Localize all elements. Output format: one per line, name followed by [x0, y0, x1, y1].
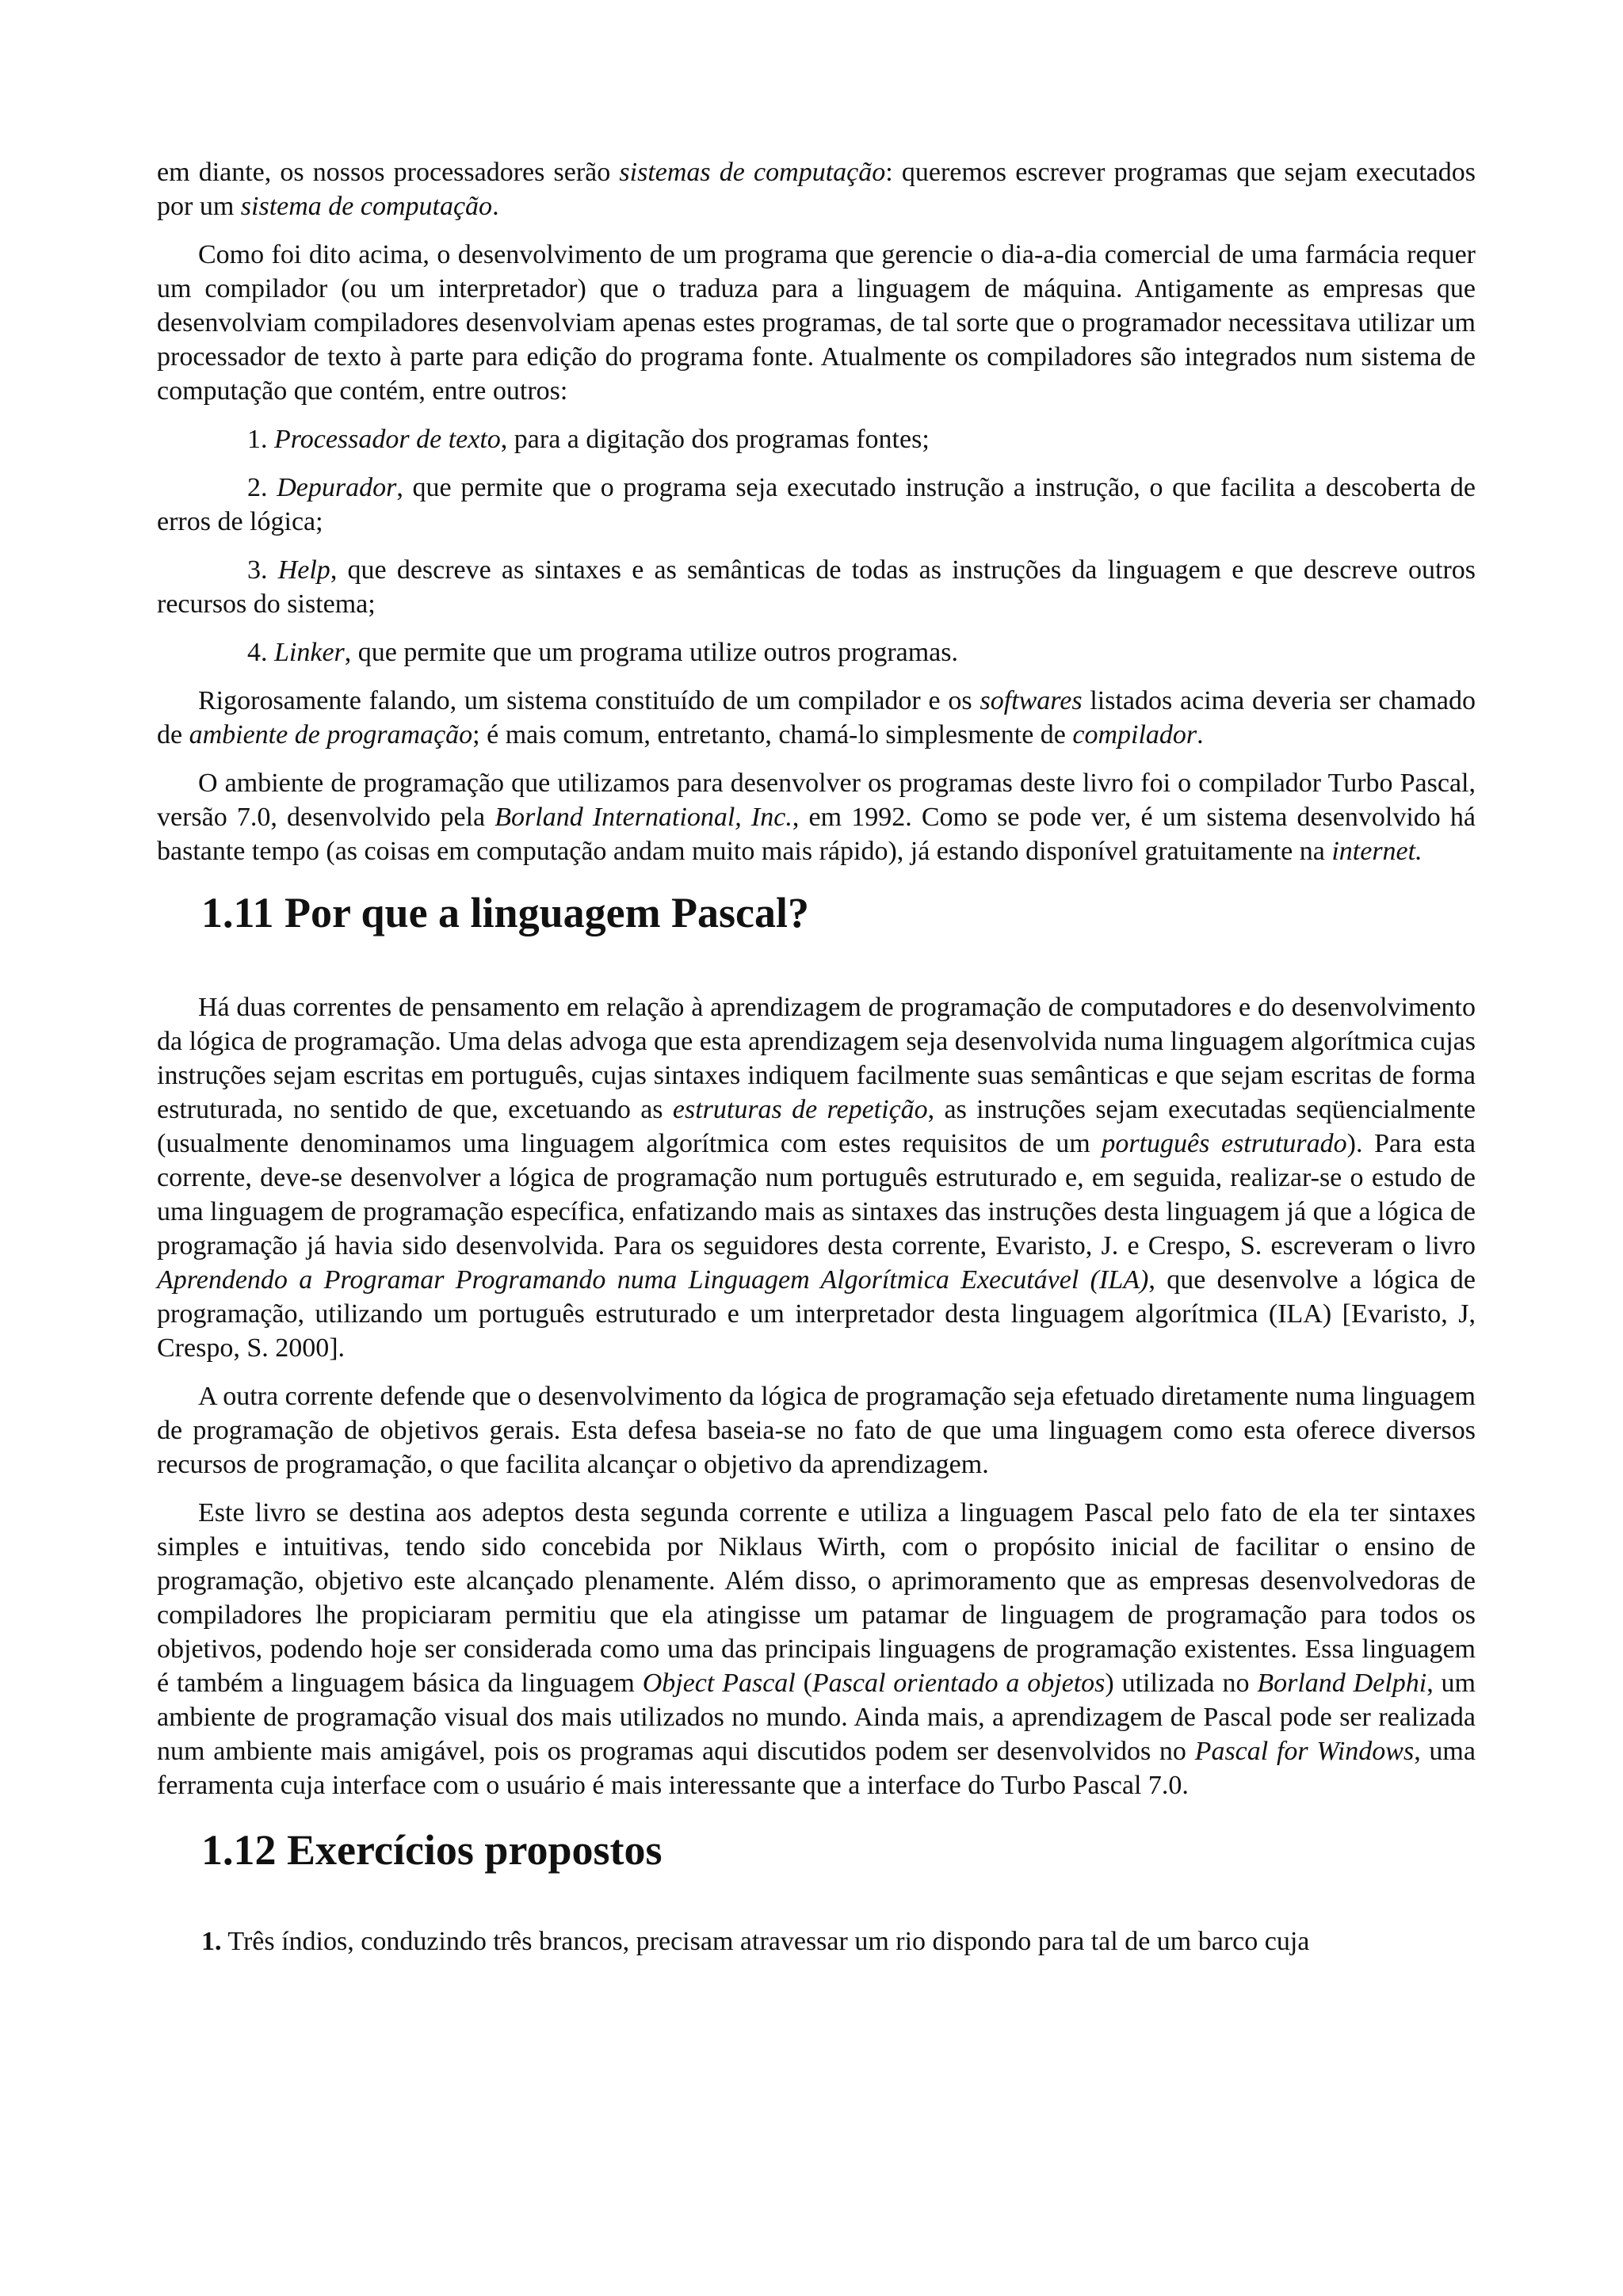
text-run: , para a digitação dos programas fontes; [500, 425, 930, 454]
text-run: ( [795, 1669, 812, 1698]
text-run: Object Pascal [642, 1669, 796, 1698]
text-run: , em 1992. Como se pode ver, é um sistema desenvolvido há bastante tempo (as coisas em computação andam muito mais rápido), já estando disponível gratuitamente na [157, 803, 1476, 866]
text-run: , uma ferramenta cuja interface com o usuário é mais interessante que a interface do Turbo Pascal 7.0. [157, 1737, 1476, 1800]
text-run: ). Para esta corrente, deve-se desenvolver a lógica de programação num português estruturado e, em seguida, realizar-se o estudo de uma linguagem de programação específica, enfatizando mais as sintaxes das instruções desta linguagem já que a lógica de programação já havia sido desenvolvida. Para os seguidores desta corrente, Evaristo, J. e Crespo, S. escreveram o livro [157, 1129, 1476, 1261]
text-run: 2. [247, 473, 277, 502]
list-item-text-processor [157, 422, 1476, 456]
text-run: Help [277, 555, 330, 585]
text-run: sistema de computação [240, 192, 493, 221]
text-run: . [1197, 720, 1204, 749]
text-run: 1. [201, 1927, 222, 1956]
list-item-help [157, 553, 1476, 621]
text-run: Três índios, conduzindo três brancos, precisam atravessar um rio dispondo para tal de um barco cuja [221, 1927, 1310, 1956]
text-run: Pascal orientado a objetos [812, 1669, 1106, 1698]
paragraph-intro [157, 155, 1476, 223]
text-run: : queremos escrever programas que sejam executados por um [157, 158, 1476, 221]
text-run: softwares [980, 686, 1083, 715]
paragraph-two-currents [157, 990, 1476, 1365]
text-run: A outra corrente defende que o desenvolvimento da lógica de programação seja efetuado diretamente numa linguagem de programação de objetivos gerais. Esta defesa baseia-se no fato de que uma linguagem como esta oferece diversos recursos de programação, o que facilita alcançar o objetivo da aprendizagem. [157, 1382, 1476, 1479]
text-run: 1. [247, 425, 274, 454]
text-run: Rigorosamente falando, um sistema constituído de um compilador e os [198, 686, 980, 715]
text-run: . [492, 192, 499, 221]
document-body [157, 155, 1476, 1973]
exercise-1 [157, 1924, 1476, 1958]
text-run: 3. [247, 555, 278, 585]
text-run: , as instruções sejam executadas seqüencialmente (usualmente denominamos uma linguagem algorítmica com estes requisitos de um [157, 1095, 1476, 1158]
text-run: Borland Delphi [1257, 1669, 1427, 1698]
text-run: listados acima deveria ser chamado de [157, 686, 1476, 749]
text-run: português estruturado [1102, 1129, 1347, 1158]
text-run: estruturas de repetição [672, 1095, 928, 1124]
paragraph-this-book [157, 1496, 1476, 1802]
paragraph-other-current [157, 1379, 1476, 1482]
text-run: Borland International, Inc. [495, 803, 792, 832]
text-run: 4. [247, 638, 274, 667]
text-run: Pascal for Windows [1194, 1737, 1415, 1766]
text-run: em diante, os nossos processadores serão [157, 158, 620, 187]
list-item-debugger [157, 471, 1476, 539]
text-run: compilador [1072, 720, 1197, 749]
paragraph-programming-environment [157, 684, 1476, 752]
text-run: Este livro se destina aos adeptos desta segunda corrente e utiliza a linguagem Pascal pelo fato de ela ter sintaxes simples e intuitivas, tendo sido concebida por Niklaus Wirth, com o propósito inicial de facilitar o ensino de programação, objetivo este alcançado plenamente. Além disso, o aprimoramento que as empresas desenvolvedoras de compiladores lhe propiciaram permitiu que ela atingisse um patamar de linguagem de programação para todos os objetivos, podendo hoje ser considerada como uma das principais linguagens de programação existentes. Essa linguagem é também a linguagem básica da linguagem [157, 1498, 1476, 1698]
section-heading-why-pascal: 1.11 Por que a linguagem Pascal? [201, 889, 810, 936]
text-run: Linker [274, 638, 345, 667]
text-run: sistemas de computação [619, 158, 886, 187]
text-run: Há duas correntes de pensamento em relação à aprendizagem de programação de computadores e do desenvolvimento da lógica de programação. Uma delas advoga que esta aprendizagem seja desenvolvida numa linguagem algorítmica cujas instruções sejam escritas em português, cujas sintaxes indiquem facilmente suas semânticas e que sejam escritas de forma estruturada, no sentido de que, excetuando as [157, 993, 1476, 1124]
text-run: , que permite que um programa utilize outros programas. [344, 638, 958, 667]
text-run: ambiente de programação [189, 720, 473, 749]
text-run: O ambiente de programação que utilizamos para desenvolver os programas deste livro foi o compilador Turbo Pascal, versão 7.0, desenvolvido pela [157, 769, 1476, 832]
text-run: Como foi dito acima, o desenvolvimento de um programa que gerencie o dia-a-dia comercial de uma farmácia requer um compilador (ou um interpretador) que o traduza para a linguagem de máquina. Antigamente as empresas que desenvolviam compiladores desenvolviam apenas estes programas, de tal sorte que o programador necessitava utilizar um processador de texto à parte para edição do programa fonte. Atualmente os compiladores são integrados num sistema de computação que contém, entre outros: [157, 240, 1476, 406]
paragraph-turbo-pascal [157, 766, 1476, 868]
text-run: , que permite que o programa seja executado instrução a instrução, o que facilita a descoberta de erros de lógica; [157, 473, 1476, 536]
text-run: ) utilizada no [1105, 1669, 1258, 1698]
text-run: , que desenvolve a lógica de programação, utilizando um português estruturado e um interpretador desta linguagem algorítmica (ILA) [Evaristo, J, Crespo, S. 2000]. [157, 1265, 1476, 1363]
text-run: internet. [1331, 837, 1423, 866]
text-run: , um ambiente de programação visual dos mais utilizados no mundo. Ainda mais, a aprendizagem de Pascal pode ser realizada num ambiente mais amigável, pois os programas aqui discutidos podem ser desenvolvidos no [157, 1669, 1476, 1766]
text-run: Processador de texto [274, 425, 501, 454]
list-item-linker [157, 635, 1476, 669]
text-run: Aprendendo a Programar Programando numa Linguagem Algorítmica Executável (ILA) [157, 1265, 1149, 1295]
text-run: Depurador [277, 473, 397, 502]
section-heading-exercises: 1.12 Exercícios propostos [201, 1826, 663, 1874]
text-run: , que descreve as sintaxes e as semânticas de todas as instruções da linguagem e que descreve outros recursos do sistema; [157, 555, 1476, 619]
text-run: ; é mais comum, entretanto, chamá-lo simplesmente de [472, 720, 1073, 749]
paragraph-compilers [157, 238, 1476, 408]
